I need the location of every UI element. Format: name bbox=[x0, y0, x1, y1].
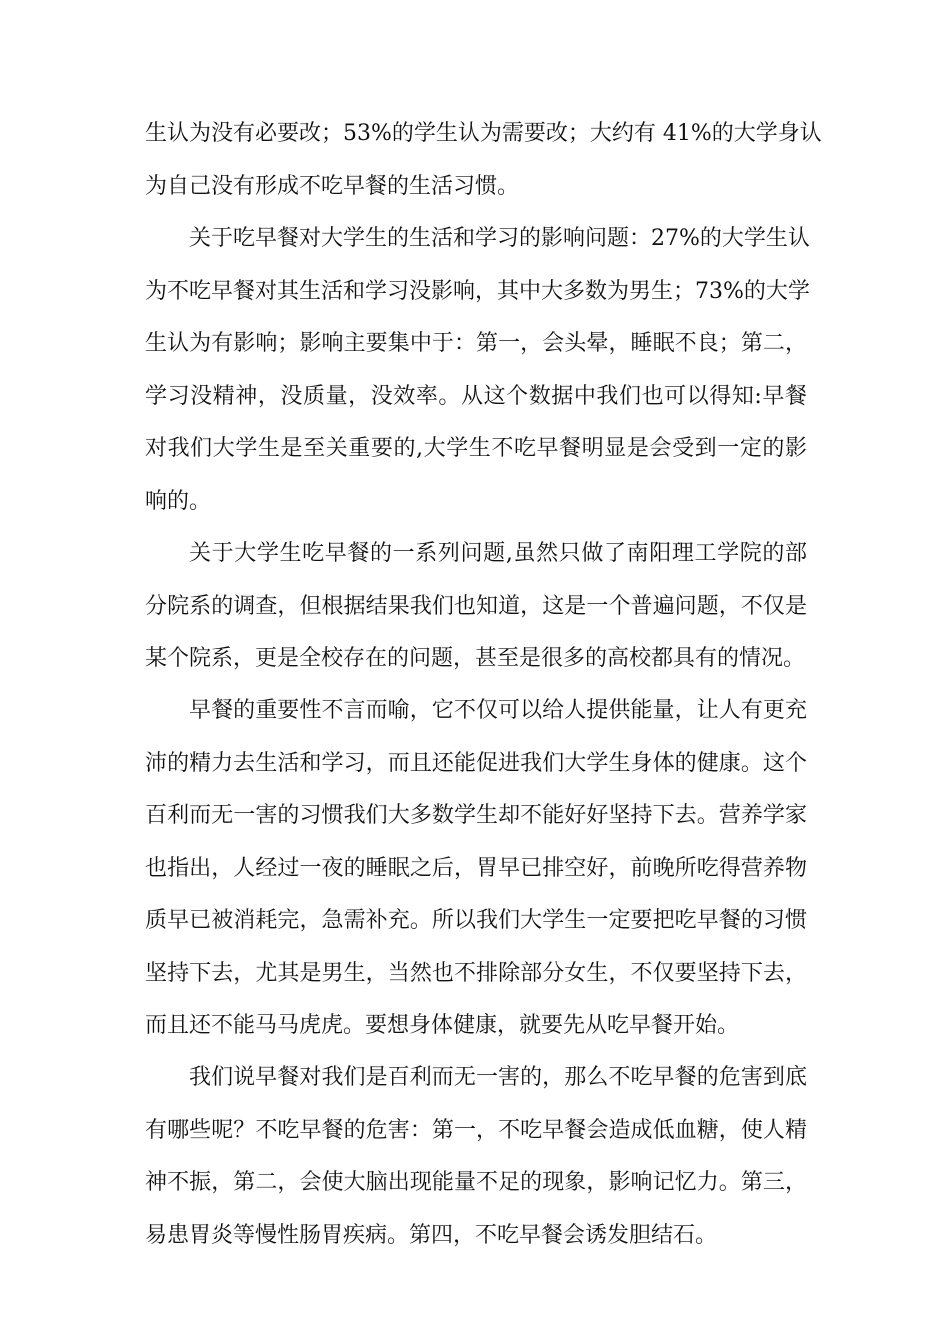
text-line: 关于大学生吃早餐的一系列问题,虽然只做了南阳理工学院的部 bbox=[189, 541, 807, 566]
text-line: 关于吃早餐对大学生的生活和学习的影响问题：27%的大学生认 bbox=[189, 226, 810, 251]
text-line: 质早已被消耗完，急需补充。所以我们大学生一定要把吃早餐的习惯 bbox=[145, 908, 807, 933]
text-line: 神不振，第二，会使大脑出现能量不足的现象，影响记忆力。第三， bbox=[145, 1170, 807, 1195]
text-line: 对我们大学生是至关重要的,大学生不吃早餐明显是会受到一定的影 bbox=[145, 436, 807, 461]
text-line: 百利而无一害的习惯我们大多数学生却不能好好坚持下去。营养学家 bbox=[145, 803, 807, 828]
paragraph-2 bbox=[145, 213, 810, 528]
text-line: 生认为没有必要改；53%的学生认为需要改；大约有 41%的大学身认 bbox=[145, 121, 822, 146]
text-line: 有哪些呢？不吃早餐的危害：第一，不吃早餐会造成低血糖，使人精 bbox=[145, 1117, 807, 1143]
text-line: 分院系的调查，但根据结果我们也知道，这是一个普遍问题，不仅是 bbox=[145, 593, 807, 619]
text-line: 为自己没有形成不吃早餐的生活习惯。 bbox=[145, 173, 520, 199]
text-line: 早餐的重要性不言而喻，它不仅可以给人提供能量，让人有更充 bbox=[189, 698, 807, 723]
text-line: 响的。 bbox=[145, 488, 212, 514]
paragraph-5 bbox=[145, 1052, 807, 1262]
text-line: 易患胃炎等慢性肠胃疾病。第四，不吃早餐会诱发胆结石。 bbox=[145, 1222, 718, 1248]
text-line: 学习没精神，没质量，没效率。从这个数据中我们也可以得知:早餐 bbox=[145, 383, 807, 409]
paragraph-3 bbox=[145, 528, 807, 686]
paragraph-1 bbox=[145, 108, 822, 213]
text-line: 而且还不能马马虎虎。要想身体健康，就要先从吃早餐开始。 bbox=[145, 1013, 740, 1038]
text-line: 坚持下去，尤其是男生，当然也不排除部分女生，不仅要坚持下去， bbox=[145, 960, 807, 986]
text-line: 某个院系，更是全校存在的问题，甚至是很多的高校都具有的情况。 bbox=[145, 646, 806, 671]
paragraph-4 bbox=[145, 685, 807, 1053]
text-line: 生认为有影响；影响主要集中于：第一，会头晕，睡眠不良；第二， bbox=[145, 331, 807, 356]
text-line: 为不吃早餐对其生活和学习没影响，其中大多数为男生；73%的大学 bbox=[145, 278, 810, 304]
text-line: 沛的精力去生活和学习，而且还能促进我们大学生身体的健康。这个 bbox=[145, 750, 807, 776]
text-line: 也指出，人经过一夜的睡眠之后，胃早已排空好，前晚所吃得营养物 bbox=[145, 855, 807, 881]
text-line: 我们说早餐对我们是百利而无一害的，那么不吃早餐的危害到底 bbox=[189, 1065, 807, 1090]
